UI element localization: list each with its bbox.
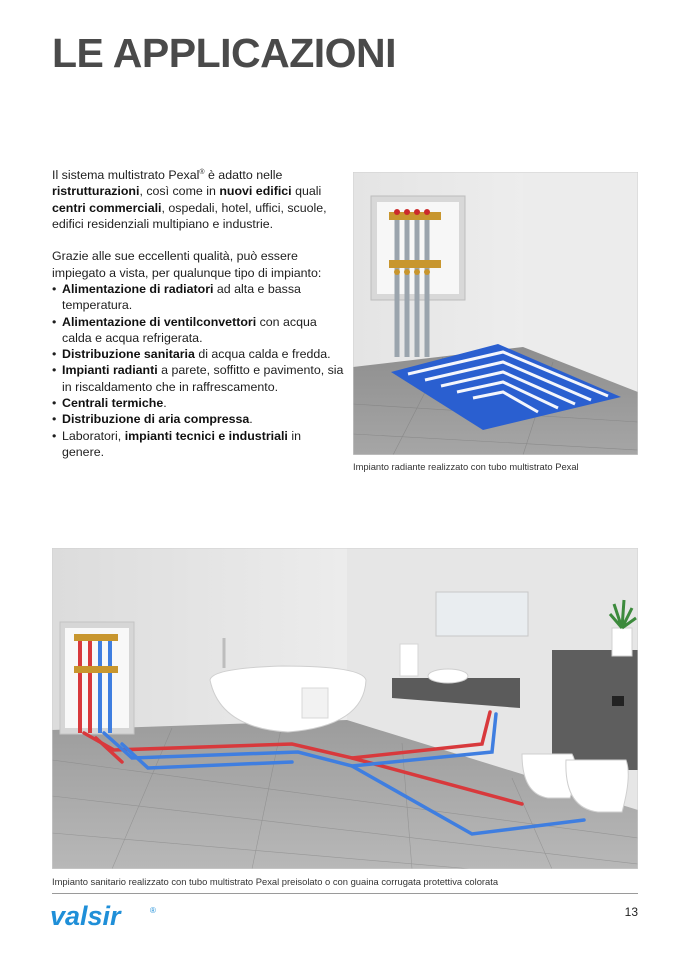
- list-item: • Alimentazione di radiatori ad alta e bassa temperatura.: [52, 281, 344, 314]
- sanitary-bathroom-image: [52, 548, 638, 869]
- valsir-logo: [50, 899, 160, 933]
- radiant-floor-caption: Impianto radiante realizzato con tubo multistrato Pexal: [353, 461, 579, 472]
- list-item: • Centrali termiche.: [52, 395, 344, 411]
- page-title: LE APPLICAZIONI: [52, 30, 397, 76]
- svg-text:®: ®: [150, 906, 156, 915]
- list-item: • Impianti radianti a parete, soffitto e pavimento, sia in riscaldamento che in raffrescamento.: [52, 362, 344, 395]
- svg-text:valsir: valsir: [50, 901, 121, 931]
- list-item: • Alimentazione di ventilconvettori con acqua calda e acqua refrigerata.: [52, 314, 344, 347]
- intro-paragraph-1: Il sistema multistrato Pexal® è adatto nelle ristrutturazioni, così come in nuovi edifici quali centri commerciali, ospedali, hotel, uffici, scuole, edifici residenziali multipiano e industrie.: [52, 168, 327, 232]
- list-item: • Laboratori, impianti tecnici e industriali in genere.: [52, 428, 344, 461]
- list-item: • Distribuzione sanitaria di acqua calda e fredda.: [52, 346, 344, 362]
- sanitary-bathroom-caption: Impianto sanitario realizzato con tubo multistrato Pexal preisolato o con guaina corrugata protettiva colorata: [52, 876, 499, 887]
- intro-paragraph-2: Grazie alle sue eccellenti qualità, può essere impiegato a vista, per qualunque tipo di impianto:: [52, 249, 322, 280]
- applications-list: [52, 281, 344, 460]
- radiant-floor-image: [353, 172, 638, 455]
- footer-divider: [52, 893, 638, 894]
- page-number: 13: [624, 905, 638, 919]
- intro-text: [52, 165, 344, 460]
- list-item: • Distribuzione di aria compressa.: [52, 411, 344, 427]
